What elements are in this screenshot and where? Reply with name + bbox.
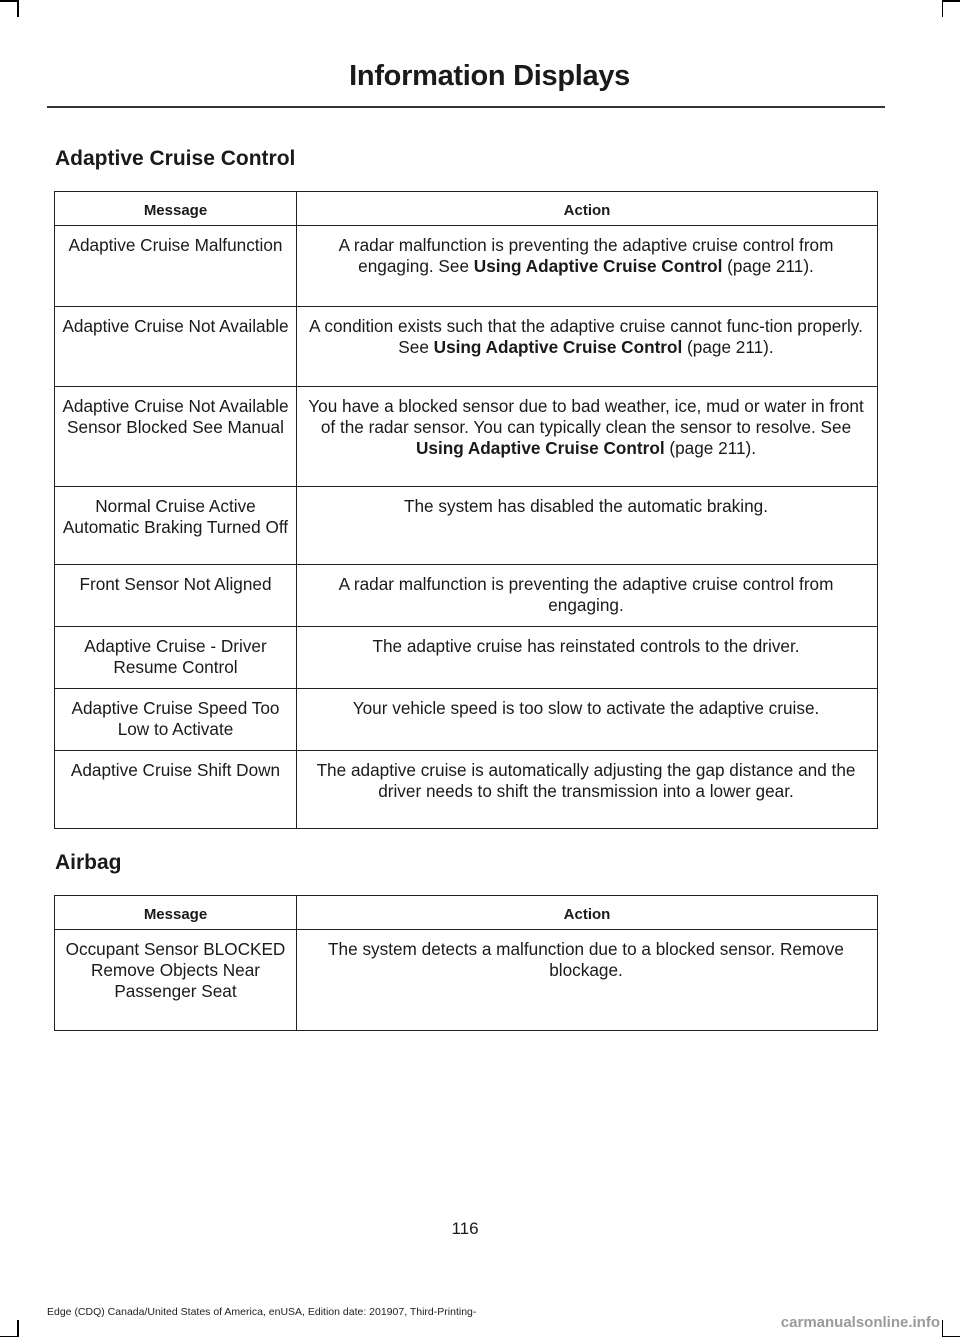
table-row xyxy=(55,689,878,751)
action-cell xyxy=(297,487,878,565)
action-text: The adaptive cruise is automatically adjusting the gap distance and the driver needs to shift the transmission into a lower gear. xyxy=(316,760,856,801)
action-cell xyxy=(297,226,878,307)
message-cell: Normal Cruise Active Automatic Braking Turned Off xyxy=(55,487,297,565)
watermark-text: carmanualsonline.info xyxy=(780,1314,940,1331)
page-reference: (page 211). xyxy=(664,438,757,458)
page-number: 116 xyxy=(451,1219,479,1238)
cross-reference-link[interactable]: Using Adaptive Cruise Control xyxy=(415,438,665,458)
crop-mark xyxy=(17,1320,19,1337)
action-cell xyxy=(297,689,878,751)
message-cell: Adaptive Cruise Not Available Sensor Blocked See Manual xyxy=(55,387,297,487)
table-header-row xyxy=(55,896,878,930)
table-row xyxy=(55,930,878,1031)
crop-mark xyxy=(0,0,17,2)
airbag-table xyxy=(54,895,878,1031)
table-row xyxy=(55,226,878,307)
action-text: The system has disabled the automatic braking. xyxy=(404,496,768,516)
page-reference: (page 211). xyxy=(722,256,814,276)
column-header-action: Action xyxy=(297,896,878,930)
action-text: A radar malfunction is preventing the adaptive cruise control from engaging. xyxy=(338,574,834,615)
action-cell xyxy=(297,387,878,487)
column-header-message: Message xyxy=(55,192,297,226)
table-row xyxy=(55,565,878,627)
action-cell xyxy=(297,627,878,689)
action-cell xyxy=(297,307,878,387)
crop-mark xyxy=(942,1320,944,1337)
table-header-row xyxy=(55,192,878,226)
action-text: The adaptive cruise has reinstated controls to the driver. xyxy=(372,636,800,656)
crop-mark xyxy=(17,0,19,17)
action-cell xyxy=(297,930,878,1031)
cross-reference-link[interactable]: Using Adaptive Cruise Control xyxy=(473,256,723,276)
action-text: Your vehicle speed is too slow to activate the adaptive cruise. xyxy=(352,698,820,718)
crop-mark xyxy=(943,0,960,2)
message-cell: Front Sensor Not Aligned xyxy=(55,565,297,627)
table-row xyxy=(55,487,878,565)
table-row xyxy=(55,627,878,689)
message-cell: Adaptive Cruise Speed Too Low to Activate xyxy=(55,689,297,751)
table-row xyxy=(55,751,878,829)
action-cell xyxy=(297,565,878,627)
table-row xyxy=(55,307,878,387)
section-title-airbag: Airbag xyxy=(55,851,122,874)
header-divider xyxy=(47,106,885,108)
page-reference: (page 211). xyxy=(682,337,774,357)
action-cell xyxy=(297,751,878,829)
adaptive-cruise-table xyxy=(54,191,878,829)
message-cell: Adaptive Cruise Shift Down xyxy=(55,751,297,829)
cross-reference-link[interactable]: Using Adaptive Cruise Control xyxy=(433,337,683,357)
column-header-message: Message xyxy=(55,896,297,930)
footer-edition-info: Edge (CDQ) Canada/United States of America, enUSA, Edition date: 201907, Third-Printing- xyxy=(47,1306,477,1318)
crop-mark xyxy=(942,0,944,17)
section-title-adaptive-cruise: Adaptive Cruise Control xyxy=(55,147,296,170)
action-text: The system detects a malfunction due to a blocked sensor. Remove blockage. xyxy=(328,939,844,980)
message-cell: Adaptive Cruise Malfunction xyxy=(55,226,297,307)
column-header-action: Action xyxy=(297,192,878,226)
message-cell: Occupant Sensor BLOCKED Remove Objects Near Passenger Seat xyxy=(55,930,297,1031)
action-text: You have a blocked sensor due to bad weather, ice, mud or water in front of the radar sensor. You can typically clean the sensor to resolve. See xyxy=(308,396,864,437)
page-header-title: Information Displays xyxy=(349,60,630,92)
action-text: A condition exists such that the adaptive cruise cannot func-tion properly. See xyxy=(309,316,863,357)
table-row xyxy=(55,387,878,487)
action-text: A radar malfunction is preventing the adaptive cruise control from engaging. See xyxy=(338,235,834,276)
message-cell: Adaptive Cruise Not Available xyxy=(55,307,297,387)
message-cell: Adaptive Cruise - Driver Resume Control xyxy=(55,627,297,689)
